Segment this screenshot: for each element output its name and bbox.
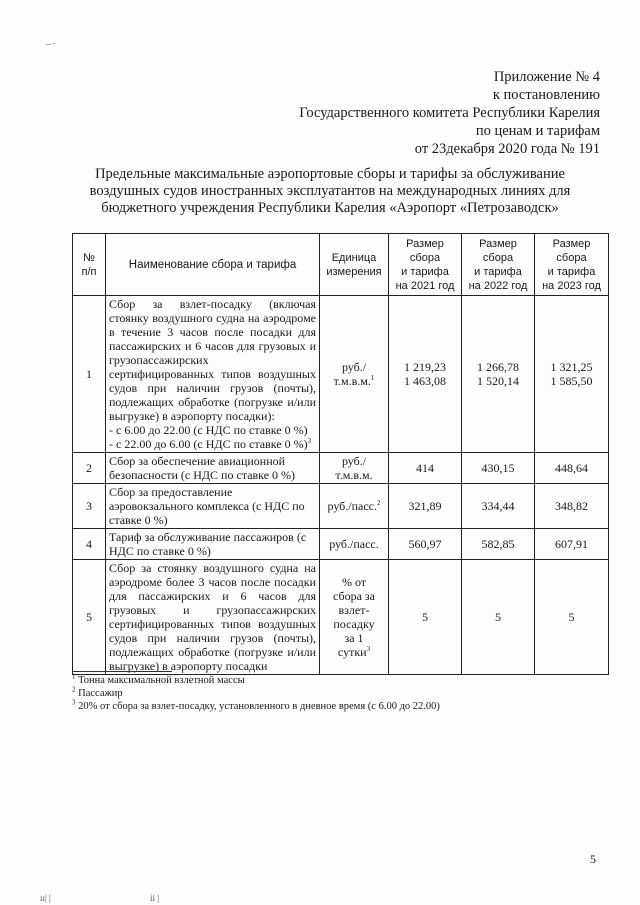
row1-2022 [462,296,535,453]
header-line-committee: Государственного комитета Республики Карелия [299,105,600,121]
row1-2023-night: 1 585,50 [550,374,593,388]
header-2022-line1: Размер [479,237,517,250]
document-header [299,68,600,158]
document-title [60,166,600,217]
row2-unit [320,453,389,484]
footnote-divider [72,671,172,672]
row1-2021-night: 1 463,08 [404,374,446,388]
table-row [73,453,609,484]
row5-2022: 5 [462,560,535,675]
row4-2021: 560,97 [389,529,462,560]
row2-2021: 414 [389,453,462,484]
footnotes [72,671,440,713]
row2-2022: 430,15 [462,453,535,484]
row4-unit: руб./пасс. [320,529,389,560]
row4-desc: Тариф за обслуживание пассажиров (с НДС по ставке 0 %) [106,529,320,560]
footnote-3 [72,700,440,713]
row1-2021-day: 1 219,23 [404,360,446,374]
header-line-prices: по ценам и тарифам [475,123,600,139]
row5-unit-line3: взлет- [338,603,370,617]
row4-num: 4 [73,529,106,560]
table-row [73,529,609,560]
header-num-line1: № [83,251,95,264]
header-2021-line2: сбора [409,251,441,264]
row1-2023-day: 1 321,25 [550,360,593,374]
row5-desc: Сбор за стоянку воздушного судна на аэродроме более 3 часов после посадки для пассажирских и 6 часов для грузовых и грузопассажирских сертифицированных типов воздушных судов при наличии грузов (почты), подлежащих обработке (погрузке и/или выгрузке) в аэропорту посадки [106,560,320,675]
title-line-2: воздушных судов иностранных эксплуатантов на международных линиях для [89,183,571,199]
header-line-date: от 23декабря 2020 года № 191 [414,141,600,157]
row3-num: 3 [73,484,106,529]
row1-unit-line2: т.м.в.м. [333,374,371,388]
table-row [73,296,609,453]
header-2022-line4: на 2022 год [468,279,528,292]
row4-2023: 607,91 [535,529,609,560]
title-line-1: Предельные максимальные аэропортовые сборы и тарифы за обслуживание [95,166,565,182]
page-number: 5 [590,852,596,866]
row1-2021 [389,296,462,453]
header-unit-line2: измерения [326,265,382,278]
row5-unit-line4: посадку [333,617,375,631]
footnote-2-text: Пассажир [78,688,123,699]
scan-mark-top: _ . [46,36,55,46]
header-2023-line4: на 2023 год [542,279,601,292]
footnote-3-mark: 3 [72,698,76,707]
row2-desc: Сбор за обеспечение авиационной безопасности (с НДС по ставке 0 %) [106,453,320,484]
row5-num: 5 [73,560,106,675]
row5-unit-line6-wrap [323,645,385,659]
row5-unit-line1: % от [341,575,367,589]
header-2021-line1: Размер [406,237,444,250]
scan-mark-bottom-mid: ii | [150,893,160,903]
header-2021 [389,234,462,296]
row3-unit [320,484,389,529]
scan-mark-bottom-left: ıı| | [40,893,51,903]
row3-2022: 334,44 [462,484,535,529]
row1-desc-night-wrap [109,437,316,451]
row4-2022: 582,85 [462,529,535,560]
row1-unit [320,296,389,453]
header-line-annex: Приложение № 4 [493,69,600,85]
table-row [73,484,609,529]
row1-desc-day: - с 6.00 до 22.00 (с НДС по ставке 0 %) [109,423,308,437]
header-2021-line3: и тарифа [401,265,449,278]
header-unit-line1: Единица [331,251,377,264]
row5-unit-line6: сутки [337,645,367,659]
row3-2023: 348,82 [535,484,609,529]
header-2021-line4: на 2021 год [395,279,455,292]
row3-unit-text: руб./пасс. [327,499,378,513]
header-num-line2: п/п [81,265,97,278]
footnote-2 [72,687,440,700]
row1-night-footnote-ref: 3 [307,437,312,445]
row1-unit-footnote-ref: 1 [370,374,375,382]
header-num [73,234,106,296]
row5-2021: 5 [389,560,462,675]
row1-unit-line2-wrap [323,374,385,388]
footnote-1 [72,674,440,687]
row2-unit-line2: т.м.в.м. [335,468,373,482]
header-name: Наименование сбора и тарифа [106,234,320,296]
row2-num: 2 [73,453,106,484]
footnote-2-mark: 2 [72,685,76,694]
title-line-3: бюджетного учреждения Республики Карелия «Аэропорт «Петрозаводск» [101,200,559,216]
row1-2023 [535,296,609,453]
row1-desc [106,296,320,453]
row5-unit-line5: за 1 [344,631,364,645]
row5-2023: 5 [535,560,609,675]
footnote-1-text: Тонна максимальной взлетной массы [78,675,245,686]
footnote-3-text: 20% от сбора за взлет-посадку, установленного в дневное время (с 6.00 до 22.00) [78,701,440,712]
header-2022-line3: и тарифа [474,265,522,278]
header-line-to-resolution: к постановлению [492,87,600,103]
row1-desc-night: - с 22.00 до 6.00 (с НДС по ставке 0 %) [109,437,308,451]
row3-desc: Сбор за предоставление аэровокзального комплекса (с НДС по ставке 0 %) [106,484,320,529]
header-2023-line1: Размер [552,237,591,250]
row1-2022-night: 1 520,14 [477,374,519,388]
footnote-1-mark: 1 [72,672,76,681]
header-2022 [462,234,535,296]
row2-2023: 448,64 [535,453,609,484]
row1-unit-line1: руб./ [341,360,367,374]
table-row [73,560,609,675]
row2-unit-line1: руб./ [341,454,367,468]
header-2022-line2: сбора [482,251,514,264]
row5-unit-footnote-ref: 3 [366,645,371,653]
row3-unit-footnote-ref: 2 [377,499,381,507]
table-header-row [73,234,609,296]
row3-2021: 321,89 [389,484,462,529]
header-unit [320,234,389,296]
row1-desc-text: Сбор за взлет-посадку (включая стоянку воздушного судна на аэродроме в течение 3 часов после посадки для пассажирских и 6 часов для грузовых и грузопассажирских сертифицированных типов воздушных судов при наличии грузов (почты), подлежащих обработке (погрузке и/или выгрузке) в аэропорту посадки): [109,297,316,423]
header-2023-line3: и тарифа [547,265,596,278]
header-2023-line2: сбора [556,251,587,264]
row5-unit [320,560,389,675]
fees-table [72,233,609,675]
row5-unit-line2: сбора за [333,589,375,603]
row1-2022-day: 1 266,78 [477,360,519,374]
row1-num: 1 [73,296,106,453]
header-2023 [535,234,609,296]
